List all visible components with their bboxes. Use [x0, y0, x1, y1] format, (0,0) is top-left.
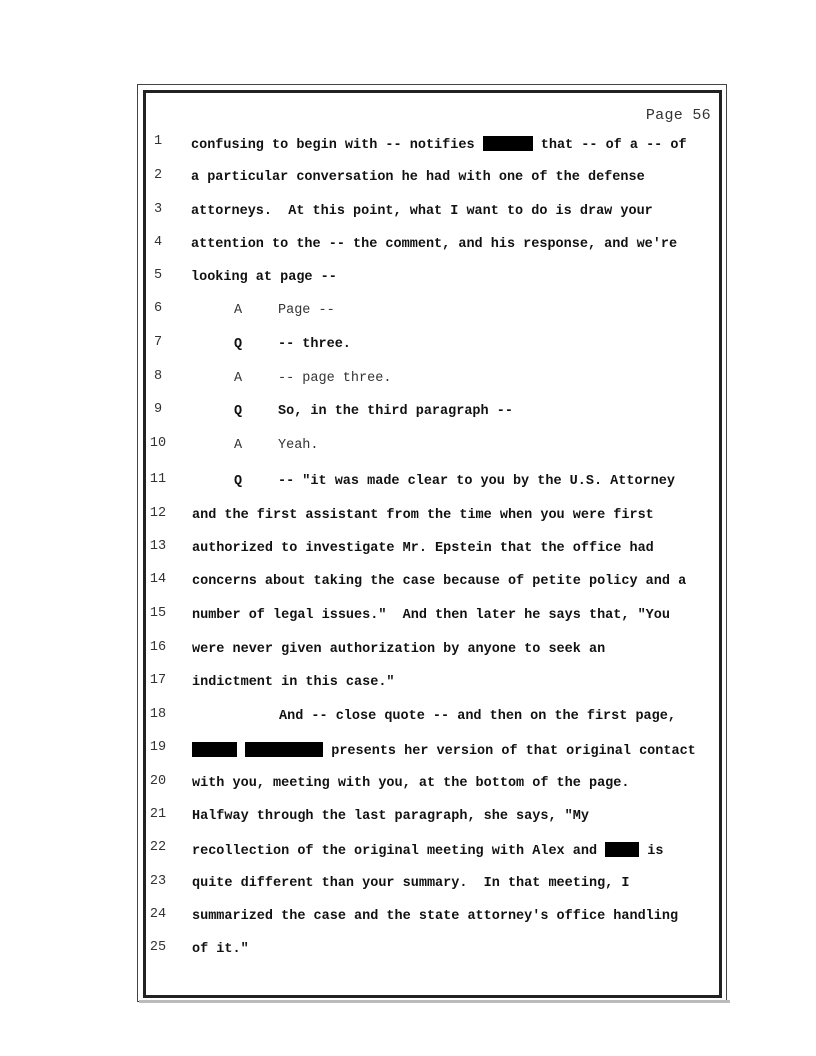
line-text: -- page three. [278, 371, 392, 386]
transcript-line [0, 369, 816, 389]
transcript-line [0, 572, 816, 592]
page-border-shadow [139, 1000, 730, 1003]
line-text: And -- close quote -- and then on the first page, [279, 709, 676, 724]
line-text: indictment in this case." [192, 675, 395, 690]
transcript-line [0, 134, 816, 154]
transcript-line [0, 840, 816, 860]
transcript-line [0, 640, 816, 660]
line-number: 9 [153, 402, 163, 417]
transcript-line [0, 740, 816, 760]
speaker-label: A [234, 438, 243, 453]
transcript-line [0, 436, 816, 456]
line-number: 25 [149, 940, 167, 955]
line-text: So, in the third paragraph -- [278, 404, 513, 419]
line-number: 17 [149, 673, 167, 688]
page-number-header: Page 56 [645, 107, 711, 124]
line-text [192, 842, 663, 859]
line-number: 3 [153, 202, 163, 217]
redaction-box [245, 742, 323, 757]
transcript-line [0, 606, 816, 626]
line-text-part: is [639, 844, 664, 859]
speaker-label: Q [234, 404, 243, 419]
line-text-part: presents her version of that original contact [331, 744, 696, 759]
line-number: 15 [149, 606, 167, 621]
line-text: -- "it was made clear to you by the U.S. Attorney [278, 474, 675, 489]
line-text: Yeah. [278, 438, 319, 453]
transcript-line [0, 235, 816, 255]
transcript-line [0, 268, 816, 288]
line-number: 19 [149, 740, 167, 755]
transcript-line [0, 168, 816, 188]
line-number: 13 [149, 539, 167, 554]
line-number: 14 [149, 572, 167, 587]
line-text: Halfway through the last paragraph, she says, "My [192, 809, 589, 824]
transcript-line [0, 774, 816, 794]
redaction-box [192, 742, 237, 757]
speaker-label: Q [234, 474, 243, 489]
line-number: 21 [149, 807, 167, 822]
speaker-label: A [234, 303, 243, 318]
line-text: a particular conversation he had with one of the defense [191, 170, 645, 185]
line-text: looking at page -- [191, 270, 337, 285]
transcript-line [0, 940, 816, 960]
transcript-line [0, 202, 816, 222]
line-text: and the first assistant from the time when you were first [192, 508, 654, 523]
line-text: authorized to investigate Mr. Epstein that the office had [192, 541, 654, 556]
line-number: 10 [149, 436, 167, 451]
line-number: 20 [149, 774, 167, 789]
line-text: of it." [192, 942, 249, 957]
line-text [192, 742, 696, 759]
line-number: 12 [149, 506, 167, 521]
transcript-line [0, 506, 816, 526]
line-text: attention to the -- the comment, and his response, and we're [191, 237, 678, 252]
line-text: attorneys. At this point, what I want to do is draw your [191, 204, 653, 219]
redaction-box [605, 842, 639, 857]
line-text [191, 136, 687, 153]
line-number: 22 [149, 840, 167, 855]
line-number: 6 [153, 301, 163, 316]
line-text: quite different than your summary. In that meeting, I [192, 876, 630, 891]
redaction-box [483, 136, 533, 151]
line-number: 2 [153, 168, 163, 183]
line-text: summarized the case and the state attorney's office handling [192, 909, 679, 924]
transcript-line [0, 402, 816, 422]
line-number: 8 [153, 369, 163, 384]
line-number: 1 [153, 134, 163, 149]
line-text-part: recollection of the original meeting with Alex and [192, 844, 606, 859]
line-number: 24 [149, 907, 167, 922]
line-number: 5 [153, 268, 163, 283]
line-text-part: confusing to begin with -- notifies [191, 138, 483, 153]
line-number: 4 [153, 235, 163, 250]
transcript-line [0, 874, 816, 894]
transcript-line [0, 335, 816, 355]
line-text: Page -- [278, 303, 335, 318]
speaker-label: A [234, 371, 243, 386]
transcript-line [0, 301, 816, 321]
transcript-line [0, 907, 816, 927]
line-number: 23 [149, 874, 167, 889]
line-text: -- three. [278, 337, 351, 352]
line-text: concerns about taking the case because of petite policy and a [192, 574, 687, 589]
speaker-label: Q [234, 337, 243, 352]
line-text: were never given authorization by anyone to seek an [192, 642, 606, 657]
transcript-line [0, 807, 816, 827]
transcript-line [0, 673, 816, 693]
line-number: 18 [149, 707, 167, 722]
line-number: 11 [149, 472, 167, 487]
line-text-part: that -- of a -- of [532, 138, 687, 153]
line-text: number of legal issues." And then later he says that, "You [192, 608, 670, 623]
line-number: 16 [149, 640, 167, 655]
transcript-line [0, 472, 816, 492]
line-number: 7 [153, 335, 163, 350]
line-text: with you, meeting with you, at the bottom of the page. [192, 776, 630, 791]
transcript-line [0, 539, 816, 559]
transcript-line [0, 707, 816, 727]
